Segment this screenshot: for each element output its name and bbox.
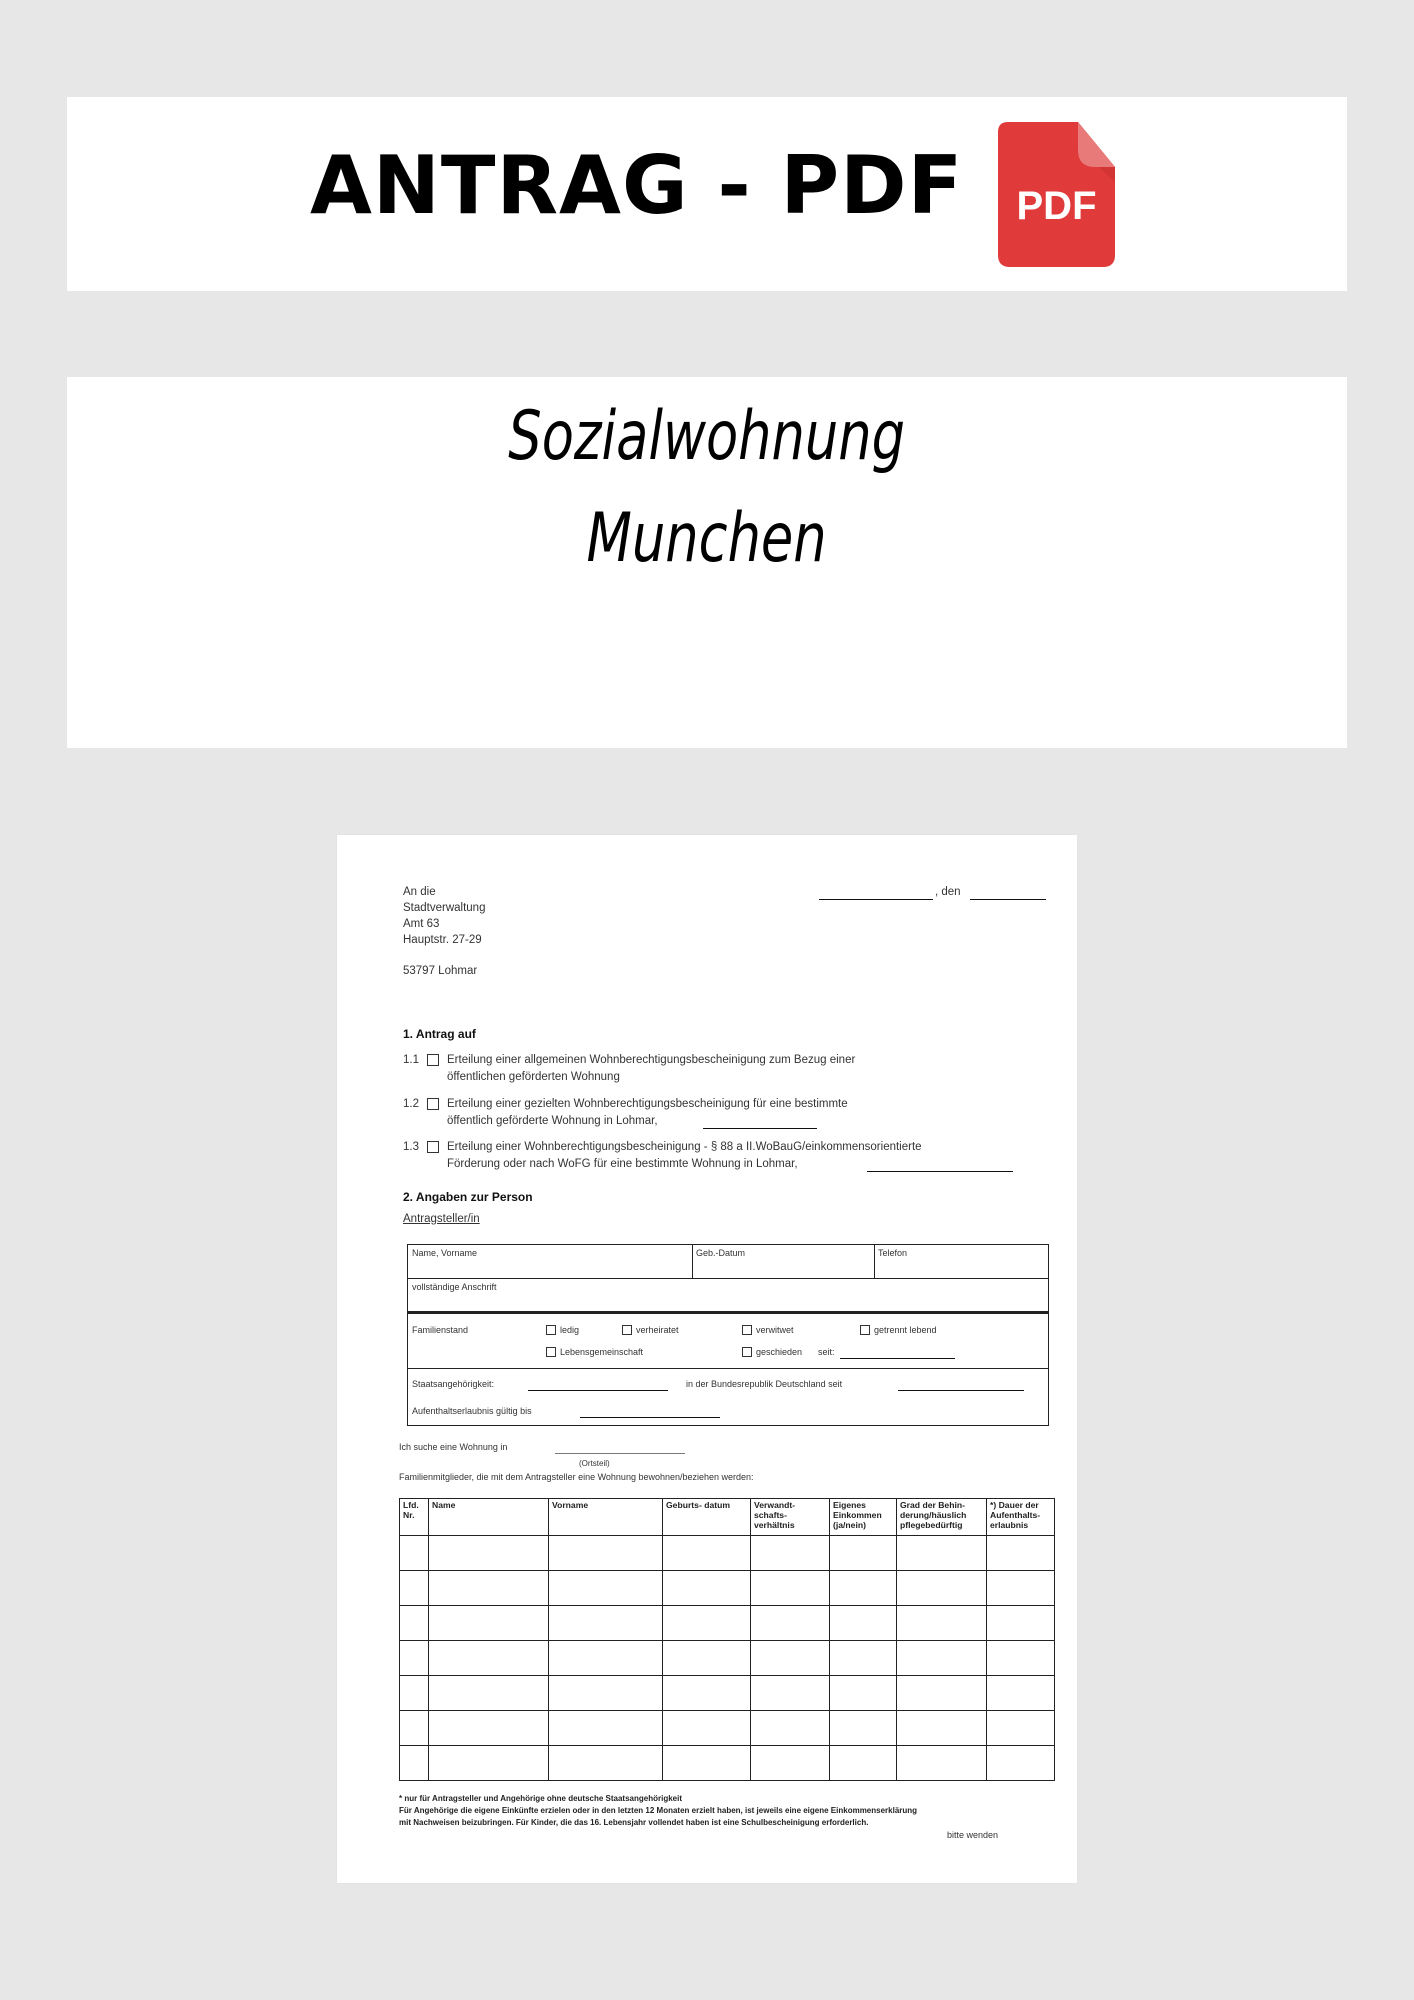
table-cell[interactable] <box>987 1746 1055 1781</box>
table-cell[interactable] <box>830 1571 897 1606</box>
turn-page-note: bitte wenden <box>947 1830 999 1840</box>
column-header: Vorname <box>549 1499 663 1536</box>
table-cell[interactable] <box>987 1711 1055 1746</box>
field-label: vollständige Anschrift <box>412 1282 497 1292</box>
footnote-line: Für Angehörige die eigene Einkünfte erzielen oder in den letzten 12 Monaten erzielt haben, ist jeweils eine eigene Einkommenserklärung <box>399 1806 918 1815</box>
item-text: Erteilung einer Wohnberechtigungsbescheinigung - § 88 a II.WoBauG/einkommensorientierte <box>447 1141 922 1153</box>
item-text: Förderung oder nach WoFG für eine bestimmte Wohnung in Lohmar, <box>447 1158 798 1170</box>
table-cell[interactable] <box>400 1641 429 1676</box>
table-header-row <box>400 1499 1055 1536</box>
table-cell[interactable] <box>897 1536 987 1571</box>
table-cell[interactable] <box>549 1746 663 1781</box>
table-cell[interactable] <box>400 1606 429 1641</box>
table-cell[interactable] <box>549 1606 663 1641</box>
table-cell[interactable] <box>751 1711 830 1746</box>
checkbox-1-2[interactable] <box>427 1098 439 1110</box>
table-cell[interactable] <box>987 1571 1055 1606</box>
table-cell[interactable] <box>897 1711 987 1746</box>
table-cell[interactable] <box>549 1536 663 1571</box>
blank-line <box>703 1128 817 1129</box>
family-members-table <box>399 1498 1055 1781</box>
column-header: Eigenes Einkommen (ja/nein) <box>830 1499 897 1536</box>
checkbox-lebensgemeinschaft[interactable] <box>546 1347 556 1357</box>
item-number: 1.3 <box>403 1141 419 1153</box>
blank-line <box>580 1417 720 1418</box>
option-label: verwitwet <box>756 1325 794 1335</box>
table-cell[interactable] <box>549 1676 663 1711</box>
table-cell[interactable] <box>429 1641 549 1676</box>
blank-line <box>528 1390 668 1391</box>
column-header: Lfd. Nr. <box>400 1499 429 1536</box>
table-cell[interactable] <box>549 1571 663 1606</box>
footnote-line: mit Nachweisen beizubringen. Für Kinder, die das 16. Lebensjahr vollendet haben ist eine Schulbescheinigung erforderlich. <box>399 1818 869 1827</box>
option-label: verheiratet <box>636 1325 679 1335</box>
table-row <box>400 1711 1055 1746</box>
form-document-preview <box>337 835 1077 1883</box>
table-cell[interactable] <box>897 1606 987 1641</box>
item-text: öffentlichen geförderten Wohnung <box>447 1071 620 1083</box>
table-cell[interactable] <box>663 1536 751 1571</box>
checkbox-getrennt[interactable] <box>860 1325 870 1335</box>
column-header: *) Dauer der Aufenthalts- erlaubnis <box>987 1499 1055 1536</box>
table-row <box>400 1606 1055 1641</box>
table-cell[interactable] <box>987 1641 1055 1676</box>
table-cell[interactable] <box>830 1641 897 1676</box>
option-label: ledig <box>560 1325 580 1335</box>
table-cell[interactable] <box>830 1606 897 1641</box>
table-cell[interactable] <box>663 1746 751 1781</box>
column-header: Name <box>429 1499 549 1536</box>
table-cell[interactable] <box>400 1746 429 1781</box>
table-cell[interactable] <box>429 1676 549 1711</box>
table-cell[interactable] <box>751 1606 830 1641</box>
field-label: Aufenthaltserlaubnis gültig bis <box>412 1406 532 1416</box>
column-header: Verwandt- schafts- verhältnis <box>751 1499 830 1536</box>
table-cell[interactable] <box>400 1676 429 1711</box>
table-cell[interactable] <box>663 1641 751 1676</box>
section-2-heading: 2. Angaben zur Person <box>403 1190 533 1204</box>
field-label: in der Bundesrepublik Deutschland seit <box>686 1379 843 1389</box>
table-cell[interactable] <box>663 1606 751 1641</box>
subtitle-line-1: Sozialwohnung <box>508 397 906 476</box>
recipient-line: An die <box>403 886 436 898</box>
subtitle-line-2: Munchen <box>586 499 828 578</box>
table-cell[interactable] <box>830 1746 897 1781</box>
checkbox-ledig[interactable] <box>546 1325 556 1335</box>
checkbox-1-1[interactable] <box>427 1054 439 1066</box>
date-label: , den <box>935 886 961 898</box>
table-cell[interactable] <box>429 1606 549 1641</box>
date-blank <box>970 899 1046 900</box>
table-row <box>400 1571 1055 1606</box>
table-cell[interactable] <box>400 1536 429 1571</box>
table-cell[interactable] <box>429 1746 549 1781</box>
table-cell[interactable] <box>400 1711 429 1746</box>
recipient-line: Hauptstr. 27-29 <box>403 934 482 946</box>
table-cell[interactable] <box>987 1536 1055 1571</box>
footnote-line: * nur für Antragsteller und Angehörige ohne deutsche Staatsangehörigkeit <box>399 1794 682 1803</box>
search-location-label: Ich suche eine Wohnung in <box>399 1442 508 1452</box>
district-label: (Ortsteil) <box>579 1459 610 1468</box>
checkbox-1-3[interactable] <box>427 1141 439 1153</box>
table-row <box>400 1746 1055 1781</box>
table-cell[interactable] <box>549 1711 663 1746</box>
table-cell[interactable] <box>663 1571 751 1606</box>
table-cell[interactable] <box>897 1571 987 1606</box>
pdf-file-icon <box>998 122 1115 267</box>
table-cell[interactable] <box>830 1676 897 1711</box>
table-cell[interactable] <box>429 1711 549 1746</box>
postal-address: 53797 Lohmar <box>403 965 478 977</box>
table-cell[interactable] <box>751 1676 830 1711</box>
applicant-info-table <box>407 1244 1049 1426</box>
field-label: Staatsangehörigkeit: <box>412 1379 495 1389</box>
table-cell[interactable] <box>429 1571 549 1606</box>
place-blank <box>819 899 933 900</box>
table-cell[interactable] <box>897 1746 987 1781</box>
field-label: Name, Vorname <box>412 1248 478 1258</box>
table-cell[interactable] <box>663 1676 751 1711</box>
table-cell[interactable] <box>751 1571 830 1606</box>
table-row <box>400 1676 1055 1711</box>
section-1-heading: 1. Antrag auf <box>403 1027 476 1041</box>
pdf-icon-label: PDF <box>1016 184 1097 228</box>
item-number: 1.2 <box>403 1098 419 1110</box>
table-cell[interactable] <box>987 1676 1055 1711</box>
blank-line <box>898 1390 1024 1391</box>
blank-line <box>867 1171 1013 1172</box>
table-cell[interactable] <box>751 1746 830 1781</box>
item-number: 1.1 <box>403 1054 419 1066</box>
field-label: Familienstand <box>412 1325 469 1335</box>
field-label: Geb.-Datum <box>696 1248 746 1258</box>
field-label: seit: <box>818 1347 835 1357</box>
column-header: Grad der Behin- derung/häuslich pflegebedürftig <box>897 1499 987 1536</box>
table-cell[interactable] <box>549 1641 663 1676</box>
family-members-label: Familienmitglieder, die mit dem Antragsteller eine Wohnung bewohnen/beziehen werden: <box>399 1472 754 1482</box>
table-cell[interactable] <box>751 1641 830 1676</box>
field-label: Telefon <box>878 1248 908 1258</box>
table-cell[interactable] <box>751 1536 830 1571</box>
table-cell[interactable] <box>400 1571 429 1606</box>
item-text: Erteilung einer allgemeinen Wohnberechtigungsbescheinigung zum Bezug einer <box>447 1054 856 1066</box>
table-cell[interactable] <box>897 1641 987 1676</box>
recipient-line: Amt 63 <box>403 918 440 930</box>
option-label: getrennt lebend <box>874 1325 937 1335</box>
blank-line <box>840 1358 955 1359</box>
table-cell[interactable] <box>897 1676 987 1711</box>
table-row <box>400 1536 1055 1571</box>
table-cell[interactable] <box>830 1711 897 1746</box>
table-cell[interactable] <box>663 1711 751 1746</box>
column-header: Geburts- datum <box>663 1499 751 1536</box>
item-text: öffentlich geförderte Wohnung in Lohmar, <box>447 1115 658 1127</box>
option-label: Lebensgemeinschaft <box>560 1347 644 1357</box>
checkbox-verwitwet[interactable] <box>742 1325 752 1335</box>
table-cell[interactable] <box>987 1606 1055 1641</box>
checkbox-verheiratet[interactable] <box>622 1325 632 1335</box>
item-text: Erteilung einer gezielten Wohnberechtigungsbescheinigung für eine bestimmte <box>447 1098 848 1110</box>
table-row <box>400 1641 1055 1676</box>
blank-line <box>555 1453 685 1454</box>
table-cell[interactable] <box>429 1536 549 1571</box>
applicant-subheading: Antragsteller/in <box>403 1213 480 1225</box>
recipient-line: Stadtverwaltung <box>403 902 486 914</box>
page-title: ANTRAG - PDF <box>310 139 964 232</box>
checkbox-geschieden[interactable] <box>742 1347 752 1357</box>
table-cell[interactable] <box>830 1536 897 1571</box>
option-label: geschieden <box>756 1347 803 1357</box>
